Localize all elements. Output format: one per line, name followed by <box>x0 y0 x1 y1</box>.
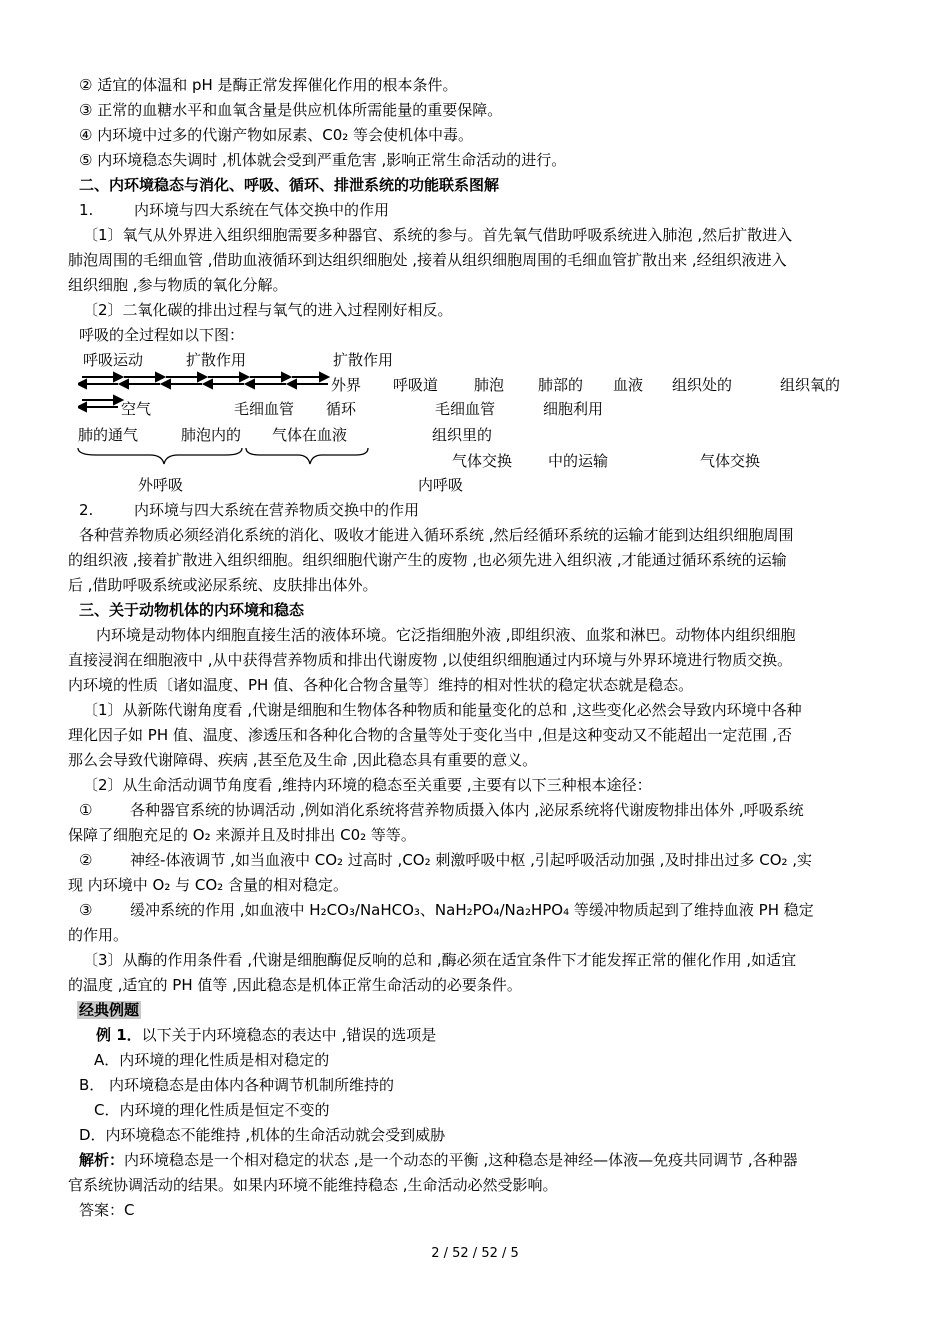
paragraph-line: 肺泡周围的毛细血管 ,借助血液循环到达组织细胞处 ,接着从组织细胞周围的毛细血管扩散出来 ,经组织液进入 <box>68 251 787 269</box>
paragraph-line: 各种营养物质必须经消化系统的消化、吸收才能进入循环系统 ,然后经循环系统的运输才能到达组织细胞周围 <box>79 526 794 544</box>
diagram-label: 肺泡 <box>474 376 505 394</box>
diagram-label: 肺的通气 <box>78 426 139 444</box>
paragraph-line: 直接浸润在细胞液中 ,从中获得营养物质和排出代谢废物 ,以使组织细胞通过内环境与外界环境进行物质交换。 <box>68 651 793 669</box>
s2-item1-number: 1. <box>79 201 94 219</box>
diagram-label: 肺泡内的 <box>181 426 242 444</box>
paragraph-line: 内环境是动物体内细胞直接生活的液体环境。它泛指细胞外液 ,即组织液、血浆和淋巴。动物体内组织细胞 <box>96 626 796 644</box>
analysis-line: 官系统协调活动的结果。如果内环境不能维持稳态 ,生命活动必然受影响。 <box>68 1176 558 1194</box>
example-header-label: 经典例题 <box>79 1001 140 1019</box>
paragraph-line: 理化因子如 PH 值、温度、渗透压和各种化合物的含量等处于变化当中 ,但是这种变动又不能超出一定范围 ,否 <box>68 726 792 744</box>
page-number: 2 / 52 / 52 / 5 <box>431 1246 519 1261</box>
option-a: A．内环境的理化性质是相对稳定的 <box>94 1051 330 1069</box>
diagram-label: 呼吸道 <box>393 376 439 394</box>
analysis-text: 内环境稳态是一个相对稳定的状态 ,是一个动态的平衡 ,这种稳态是神经—体液—免疫共同调节 ,各种器 <box>124 1151 798 1169</box>
diagram-label: 气体在血液 <box>272 426 348 444</box>
analysis <box>79 1149 798 1171</box>
diagram-label: 外呼吸 <box>138 476 184 494</box>
diagram-label: 呼吸运动 <box>83 351 144 369</box>
paragraph-line: 各种器官系统的协调活动 ,例如消化系统将营养物质摄入体内 ,泌尿系统将代谢废物排出体外 ,呼吸系统 <box>130 801 804 819</box>
paragraph-line: 的作用。 <box>68 926 129 944</box>
option-c: C．内环境的理化性质是恒定不变的 <box>94 1101 330 1119</box>
diagram-label: 细胞利用 <box>543 400 604 418</box>
way-number: ③ <box>79 901 93 919</box>
paragraph-line: 〔1〕氧气从外界进入组织细胞需要多种器官、系统的参与。首先氧气借助呼吸系统进入肺泡 ,然后扩散进入 <box>83 226 793 244</box>
answer: 答案：C <box>79 1201 135 1219</box>
diagram-label: 扩散作用 <box>333 351 394 369</box>
s2-item2-heading: 内环境与四大系统在营养物质交换中的作用 <box>134 501 420 519</box>
paragraph-line: 〔2〕从生命活动调节角度看 ,维持内环境的稳态至关重要 ,主要有以下三种根本途径： <box>83 776 652 794</box>
paragraph-line: 〔3〕从酶的作用条件看 ,代谢是细胞酶促反响的总和 ,酶必须在适宜条件下才能发挥正常的催化作用 ,如适宜 <box>83 951 797 969</box>
paragraph-line: 保障了细胞充足的 O₂ 来源并且及时排出 C0₂ 等等。 <box>68 826 416 844</box>
way-number: ② <box>79 851 93 869</box>
list-item-5: ⑤ 内环境稳态失调时 ,机体就会受到严重危害 ,影响正常生命活动的进行。 <box>79 151 567 169</box>
section-2-title: 二、内环境稳态与消化、呼吸、循环、排泄系统的功能联系图解 <box>79 176 500 194</box>
s2-item2-number: 2. <box>79 501 94 519</box>
diagram-label: 气体交换 <box>452 452 513 470</box>
diagram-label: 组织氧的 <box>780 376 841 394</box>
exchange-arrows-icon <box>78 370 338 416</box>
diagram-label: 循环 <box>326 400 357 418</box>
paragraph-line: 〔1〕从新陈代谢角度看 ,代谢是细胞和生物体各种物质和能量变化的总和 ,这些变化必然会导致内环境中各种 <box>83 701 802 719</box>
list-item-4: ④ 内环境中过多的代谢产物如尿素、C0₂ 等会使机体中毒。 <box>79 126 474 144</box>
diagram-label: 扩散作用 <box>186 351 247 369</box>
diagram-label: 毛细血管 <box>435 400 496 418</box>
paragraph-line: 缓冲系统的作用 ,如血液中 H₂CO₃/NaHCO₃、NaH₂PO₄/Na₂HPO₄ 等缓冲物质起到了维持血液 PH 稳定 <box>130 901 814 919</box>
paragraph-line: 后 ,借助呼吸系统或泌尿系统、皮肤排出体外。 <box>68 576 378 594</box>
diagram-label: 血液 <box>613 376 644 394</box>
paragraph-line: 〔2〕二氧化碳的排出过程与氧气的进入过程刚好相反。 <box>83 301 453 319</box>
diagram-label: 外界 <box>331 376 362 394</box>
example-label: 例 1． <box>96 1026 142 1044</box>
diagram-intro: 呼吸的全过程如以下图： <box>79 326 245 344</box>
list-item-2: ② 适宜的体温和 pH 是酶正常发挥催化作用的根本条件。 <box>79 76 458 94</box>
paragraph-line: 那么会导致代谢障碍、疾病 ,甚至危及生命 ,因此稳态具有重要的意义。 <box>68 751 538 769</box>
option-d: D．内环境稳态不能维持 ,机体的生命活动就会受到威胁 <box>79 1126 446 1144</box>
option-b: B． 内环境稳态是由体内各种调节机制所维持的 <box>79 1076 395 1094</box>
paragraph-line: 组织细胞 ,参与物质的氧化分解。 <box>68 276 288 294</box>
brace-icon <box>76 446 376 468</box>
paragraph-line: 现 内环境中 O₂ 与 CO₂ 含量的相对稳定。 <box>68 876 348 894</box>
paragraph-line: 内环境的性质〔诸如温度、PH 值、各种化合物含量等〕维持的相对性状的稳定状态就是稳态。 <box>68 676 694 694</box>
way-number: ① <box>79 801 93 819</box>
example-question <box>96 1024 436 1046</box>
diagram-label: 内呼吸 <box>418 476 464 494</box>
analysis-label: 解析： <box>79 1151 125 1169</box>
example-header <box>77 999 141 1021</box>
list-item-3: ③ 正常的血糖水平和血氧含量是供应机体所需能量的重要保障。 <box>79 101 503 119</box>
diagram-label: 气体交换 <box>700 452 761 470</box>
paragraph-line: 的组织液 ,接着扩散进入组织细胞。组织细胞代谢产生的废物 ,也必须先进入组织液 ,才能通过循环系统的运输 <box>68 551 787 569</box>
diagram-label: 组织处的 <box>672 376 733 394</box>
s2-item1-heading: 内环境与四大系统在气体交换中的作用 <box>134 201 390 219</box>
diagram-label: 毛细血管 <box>234 400 295 418</box>
paragraph-line: 神经-体液调节 ,如当血液中 CO₂ 过高时 ,CO₂ 刺激呼吸中枢 ,引起呼吸活动加强 ,及时排出过多 CO₂ ,实 <box>130 851 813 869</box>
section-3-title: 三、关于动物机体的内环境和稳态 <box>79 601 305 619</box>
diagram-label: 肺部的 <box>538 376 584 394</box>
diagram-label: 空气 <box>121 400 152 418</box>
example-question-text: 以下关于内环境稳态的表达中 ,错误的选项是 <box>141 1026 437 1044</box>
paragraph-line: 的温度 ,适宜的 PH 值等 ,因此稳态是机体正常生命活动的必要条件。 <box>68 976 522 994</box>
diagram-label: 中的运输 <box>548 452 609 470</box>
diagram-label: 组织里的 <box>432 426 493 444</box>
